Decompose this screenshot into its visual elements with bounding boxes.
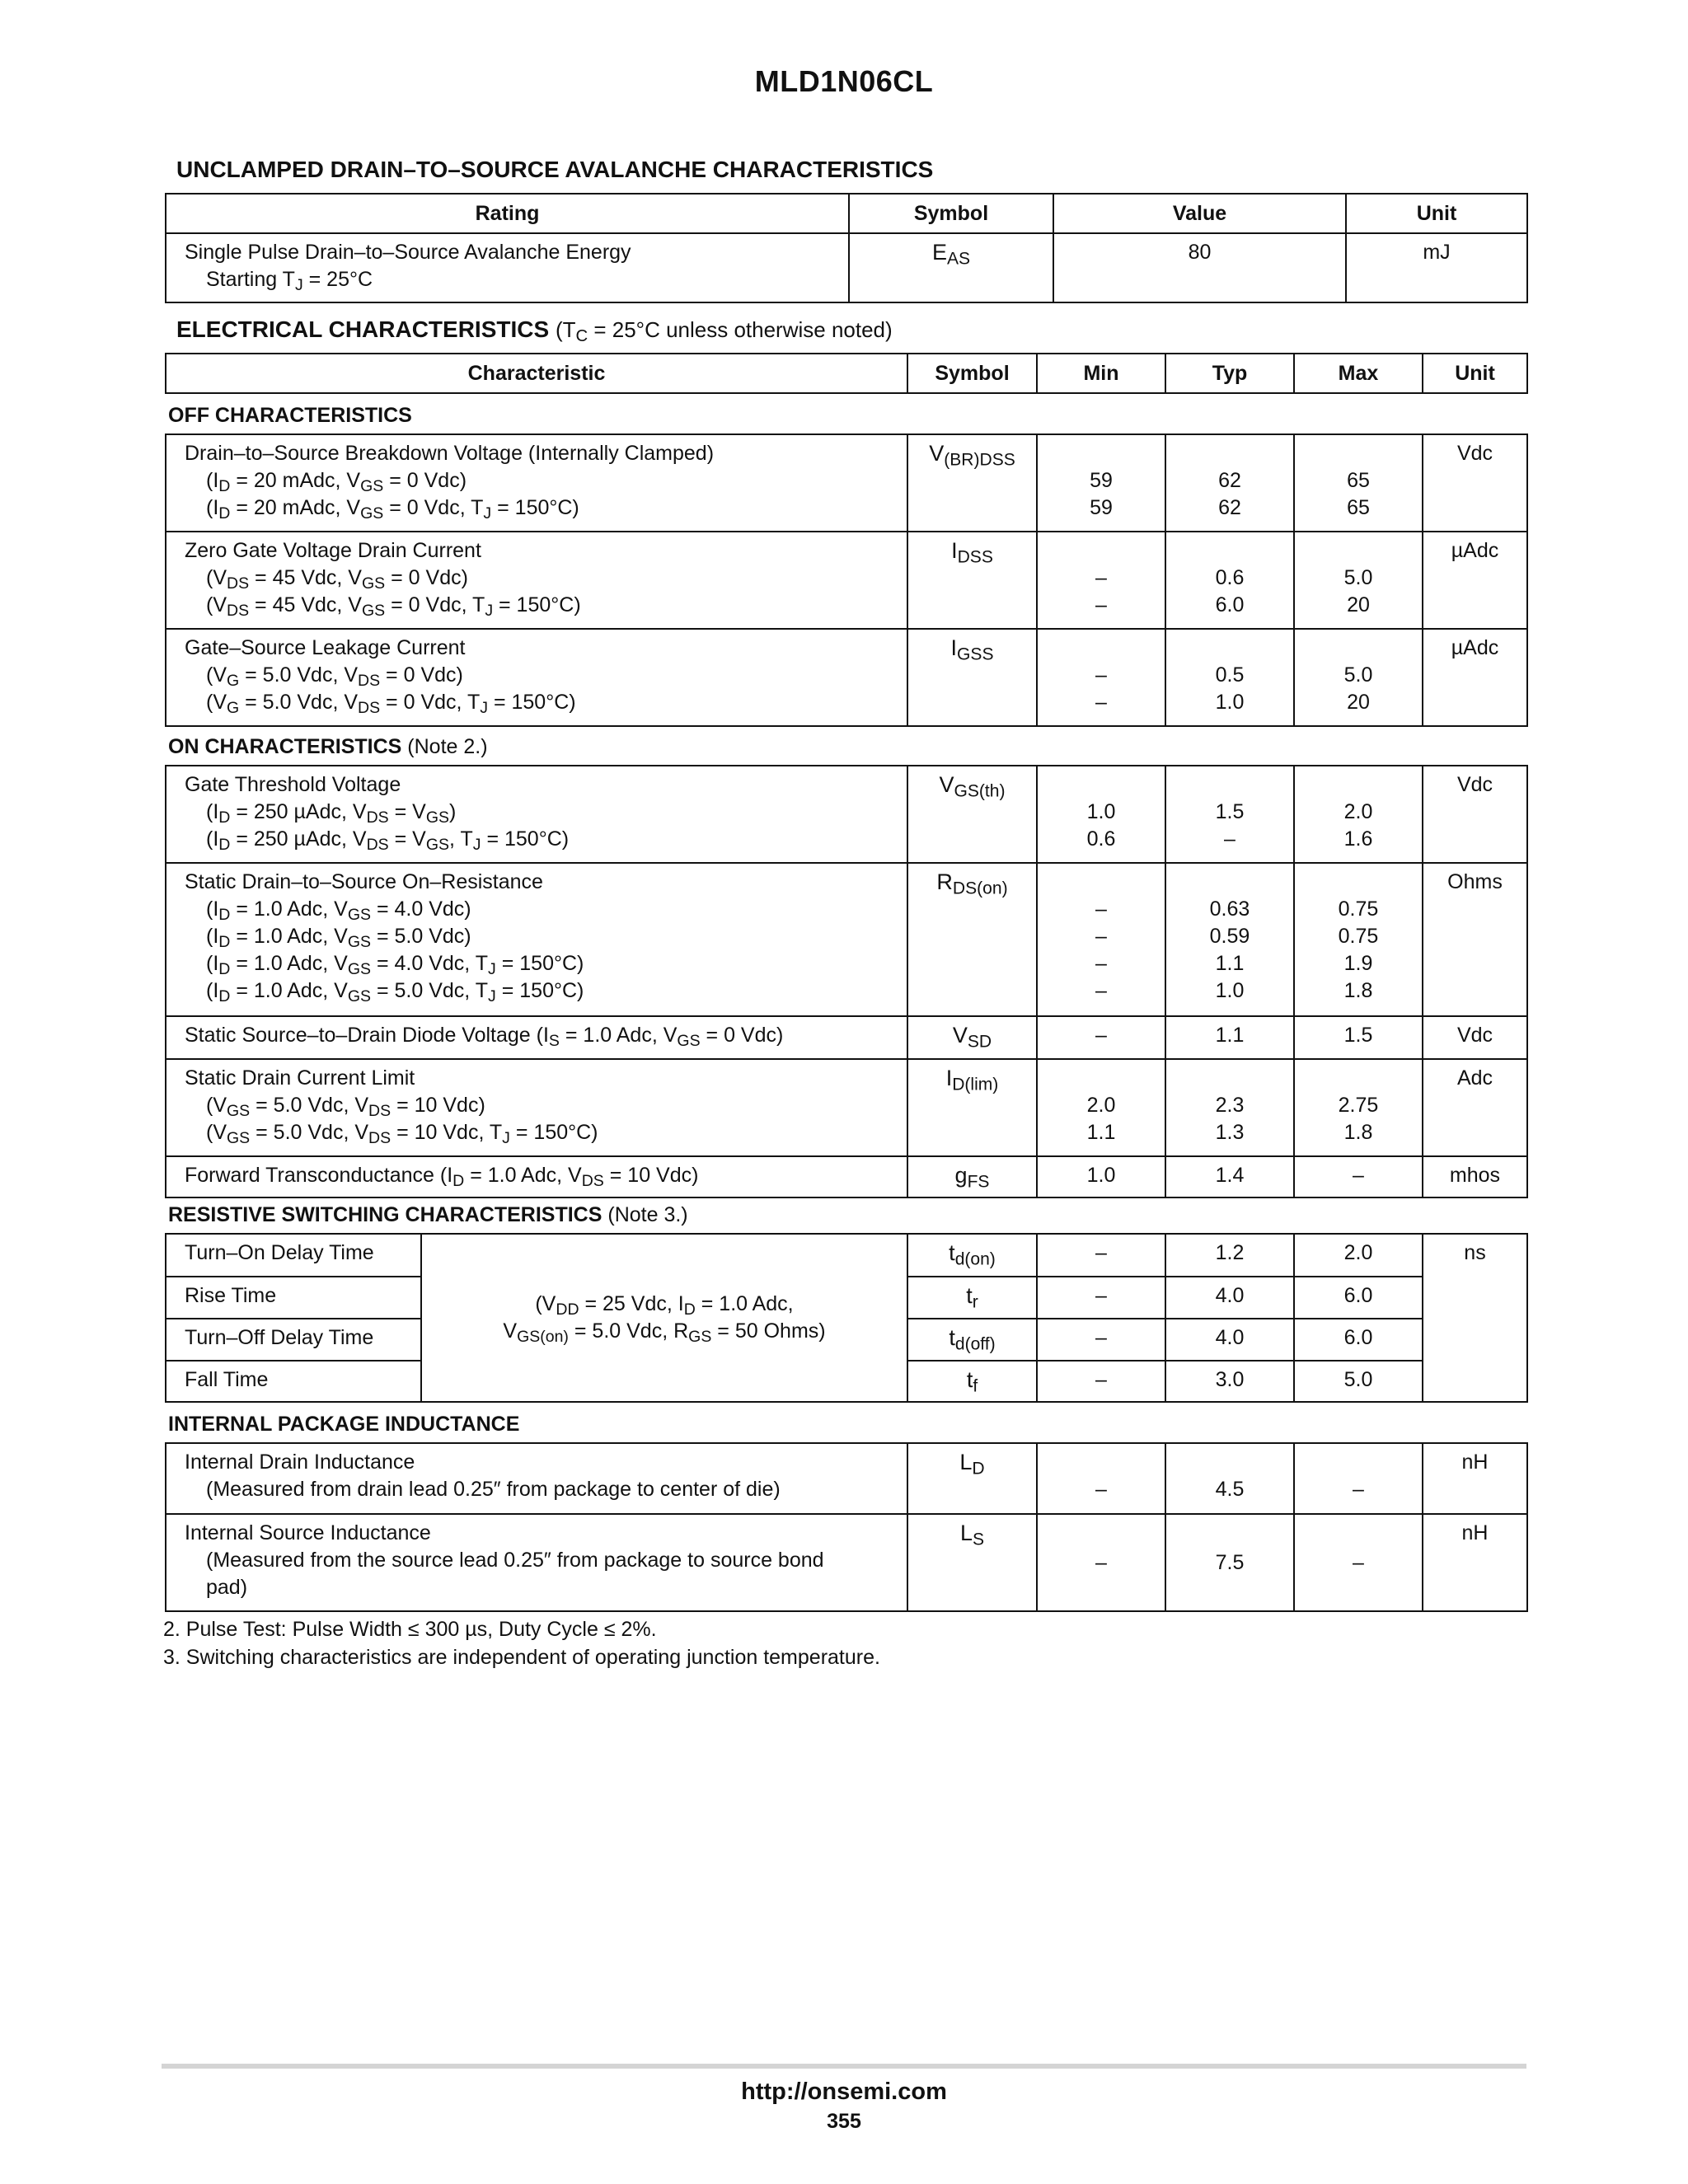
test-condition: ($V_{GS} = 5.0$ Vdc, $V_{DS} = 10$ Vdc, $T_J = 150^\circ C$) bbox=[206, 1121, 598, 1147]
characteristic-cell bbox=[166, 629, 907, 726]
min-cell: – bbox=[1037, 1443, 1165, 1514]
typ-cell: 62 62 bbox=[1165, 434, 1294, 532]
characteristic-name: Zero Gate Voltage Drain Current bbox=[185, 539, 481, 562]
table-row bbox=[166, 532, 1527, 629]
test-condition: ($V_G = 5.0$ Vdc, $V_{DS} = 0$ Vdc, $T_J = 150^\circ C$) bbox=[206, 691, 576, 717]
max-cell: 6.0 bbox=[1294, 1319, 1423, 1361]
test-condition: (Measured from the source lead 0.25″ from package to source bond bbox=[206, 1549, 824, 1572]
min-cell: – bbox=[1037, 1319, 1165, 1361]
table-row bbox=[166, 434, 1527, 532]
min-cell: – – bbox=[1037, 532, 1165, 629]
unit-cell: Vdc bbox=[1423, 766, 1527, 863]
typ-cell: 7.5 bbox=[1165, 1514, 1294, 1611]
unit-cell: mhos bbox=[1423, 1156, 1527, 1197]
characteristic-name: Static Drain Current Limit bbox=[185, 1066, 415, 1090]
symbol-cell: $t_r$ bbox=[907, 1277, 1037, 1319]
characteristic-cell: Forward Transconductance ($I_D = 1.0$ Adc, $V_{DS} = 10$ Vdc) bbox=[166, 1156, 907, 1197]
inductance-table bbox=[165, 1442, 1528, 1612]
electrical-header-table bbox=[165, 353, 1528, 394]
symbol-cell: $g_{FS}$ bbox=[907, 1156, 1037, 1197]
table-row bbox=[166, 1234, 1527, 1277]
inductance-heading: INTERNAL PACKAGE INDUCTANCE bbox=[168, 1413, 520, 1436]
characteristic-cell bbox=[166, 434, 907, 532]
max-cell: 5.0 20 bbox=[1294, 629, 1423, 726]
characteristic-cell bbox=[166, 532, 907, 629]
typ-cell: 0.5 1.0 bbox=[1165, 629, 1294, 726]
characteristic-name: Fall Time bbox=[166, 1361, 421, 1402]
symbol-cell: $L_S$ bbox=[907, 1514, 1037, 1611]
characteristic-name: Gate Threshold Voltage bbox=[185, 773, 401, 796]
unit-cell: µAdc bbox=[1423, 629, 1527, 726]
min-cell: – bbox=[1037, 1277, 1165, 1319]
max-cell: 0.75 0.75 1.9 1.8 bbox=[1294, 863, 1423, 1016]
symbol-cell: $E_{AS}$ bbox=[849, 233, 1053, 302]
column-header-typ: Typ bbox=[1165, 354, 1294, 393]
min-cell: 1.0 bbox=[1037, 1156, 1165, 1197]
characteristic-cell bbox=[166, 1514, 907, 1611]
symbol-cell: $I_{D(lim)}$ bbox=[907, 1059, 1037, 1156]
test-condition: ($I_D = 1.0$ Adc, $V_{GS} = 5.0$ Vdc) bbox=[206, 925, 471, 951]
column-header-max: Max bbox=[1294, 354, 1423, 393]
max-cell: 65 65 bbox=[1294, 434, 1423, 532]
rating-name: Single Pulse Drain–to–Source Avalanche Energy bbox=[185, 241, 631, 264]
table-row bbox=[166, 1059, 1527, 1156]
unit-cell: nH bbox=[1423, 1443, 1527, 1514]
max-cell: 5.0 bbox=[1294, 1361, 1423, 1402]
off-characteristics-heading: OFF CHARACTERISTICS bbox=[168, 404, 412, 427]
column-header-value: Value bbox=[1053, 194, 1346, 233]
rating-condition: Starting $T_J = 25^\circ C$ bbox=[206, 268, 373, 294]
typ-cell: 4.0 bbox=[1165, 1277, 1294, 1319]
footnote-2: 2. Pulse Test: Pulse Width ≤ 300 µs, Duty Cycle ≤ 2%. bbox=[163, 1618, 657, 1641]
max-cell: 6.0 bbox=[1294, 1277, 1423, 1319]
test-condition: ($V_{DS} = 45$ Vdc, $V_{GS} = 0$ Vdc) bbox=[206, 566, 468, 593]
max-cell: – bbox=[1294, 1156, 1423, 1197]
unit-cell: Adc bbox=[1423, 1059, 1527, 1156]
test-condition: ($I_D = 250$ µAdc, $V_{DS} = V_{GS}$) bbox=[206, 800, 457, 827]
symbol-cell: $V_{SD}$ bbox=[907, 1016, 1037, 1059]
test-condition: ($I_D = 250$ µAdc, $V_{DS} = V_{GS}$, $T_J = 150^\circ C$) bbox=[206, 827, 570, 854]
avalanche-table bbox=[165, 193, 1528, 303]
max-cell: – bbox=[1294, 1514, 1423, 1611]
table-row bbox=[166, 233, 1527, 302]
min-cell: – bbox=[1037, 1514, 1165, 1611]
characteristic-name: Internal Drain Inductance bbox=[185, 1451, 415, 1474]
unit-cell: Vdc bbox=[1423, 1016, 1527, 1059]
characteristic-name: Turn–On Delay Time bbox=[166, 1234, 421, 1277]
table-row bbox=[166, 1016, 1527, 1059]
typ-cell: 4.5 bbox=[1165, 1443, 1294, 1514]
table-row bbox=[166, 766, 1527, 863]
min-cell: 59 59 bbox=[1037, 434, 1165, 532]
page-number: 355 bbox=[827, 2110, 861, 2133]
switching-characteristics-heading: RESISTIVE SWITCHING CHARACTERISTICS (Note 3.) bbox=[168, 1203, 688, 1226]
test-condition: ($I_D = 1.0$ Adc, $V_{GS} = 5.0$ Vdc, $T_J = 150^\circ C$) bbox=[206, 979, 584, 1005]
typ-cell: 1.1 bbox=[1165, 1016, 1294, 1059]
test-condition: ($I_D = 20$ mAdc, $V_{GS} = 0$ Vdc, $T_J = 150^\circ C$) bbox=[206, 496, 579, 523]
max-cell: 5.0 20 bbox=[1294, 532, 1423, 629]
max-cell: 2.0 1.6 bbox=[1294, 766, 1423, 863]
avalanche-section-title: UNCLAMPED DRAIN–TO–SOURCE AVALANCHE CHARACTERISTICS bbox=[176, 157, 934, 182]
table-header-row bbox=[166, 354, 1527, 393]
typ-cell: 4.0 bbox=[1165, 1319, 1294, 1361]
characteristic-cell bbox=[166, 766, 907, 863]
on-characteristics-heading: ON CHARACTERISTICS (Note 2.) bbox=[168, 735, 488, 758]
off-characteristics-table bbox=[165, 434, 1528, 727]
typ-cell: 2.3 1.3 bbox=[1165, 1059, 1294, 1156]
symbol-cell: $L_D$ bbox=[907, 1443, 1037, 1514]
table-row bbox=[166, 1514, 1527, 1611]
electrical-condition: ($T_C = 25^\circ C$ unless otherwise noted) bbox=[555, 317, 893, 346]
min-cell: – – – – bbox=[1037, 863, 1165, 1016]
symbol-cell: $R_{DS(on)}$ bbox=[907, 863, 1037, 1016]
max-cell: – bbox=[1294, 1443, 1423, 1514]
characteristic-cell bbox=[166, 1443, 907, 1514]
table-header-row bbox=[166, 194, 1527, 233]
min-cell: – – bbox=[1037, 629, 1165, 726]
typ-cell: 1.5 – bbox=[1165, 766, 1294, 863]
unit-cell: Ohms bbox=[1423, 863, 1527, 1016]
footnotes bbox=[163, 1615, 880, 1671]
column-header-rating: Rating bbox=[166, 194, 849, 233]
characteristic-name: Internal Source Inductance bbox=[185, 1521, 431, 1544]
max-cell: 2.75 1.8 bbox=[1294, 1059, 1423, 1156]
symbol-cell: $I_{DSS}$ bbox=[907, 532, 1037, 629]
unit-cell: Vdc bbox=[1423, 434, 1527, 532]
characteristic-cell bbox=[166, 863, 907, 1016]
min-cell: – bbox=[1037, 1016, 1165, 1059]
footer-url-link[interactable]: http://onsemi.com bbox=[741, 2079, 947, 2105]
test-condition: ($I_D = 1.0$ Adc, $V_{GS} = 4.0$ Vdc, $T_J = 150^\circ C$) bbox=[206, 952, 584, 978]
min-cell: – bbox=[1037, 1234, 1165, 1277]
value-cell: 80 bbox=[1053, 233, 1346, 302]
symbol-cell: $V_{(BR)DSS}$ bbox=[907, 434, 1037, 532]
characteristic-name: Static Drain–to–Source On–Resistance bbox=[185, 870, 543, 893]
test-condition-cell: ($V_{DD} = 25$ Vdc, $I_D = 1.0$ Adc, $V_{GS(on)} = 5.0$ Vdc, $R_{GS} = 50$ Ohms) bbox=[421, 1234, 907, 1402]
typ-cell: 1.4 bbox=[1165, 1156, 1294, 1197]
electrical-section-title: ELECTRICAL CHARACTERISTICS ($T_C = 25^\circ C$ unless otherwise noted) bbox=[176, 316, 893, 346]
switching-characteristics-table bbox=[165, 1233, 1528, 1403]
footer-divider bbox=[162, 2064, 1526, 2069]
typ-cell: 1.2 bbox=[1165, 1234, 1294, 1277]
table-row bbox=[166, 1443, 1527, 1514]
test-condition: pad) bbox=[206, 1576, 248, 1599]
unit-cell: nH bbox=[1423, 1514, 1527, 1611]
min-cell: 2.0 1.1 bbox=[1037, 1059, 1165, 1156]
characteristic-name: Drain–to–Source Breakdown Voltage (Internally Clamped) bbox=[185, 442, 715, 465]
table-row bbox=[166, 1156, 1527, 1197]
characteristic-name: Turn–Off Delay Time bbox=[166, 1319, 421, 1361]
typ-cell: 3.0 bbox=[1165, 1361, 1294, 1402]
symbol-cell: $t_f$ bbox=[907, 1361, 1037, 1402]
column-header-unit: Unit bbox=[1423, 354, 1527, 393]
unit-cell: mJ bbox=[1346, 233, 1527, 302]
column-header-symbol: Symbol bbox=[849, 194, 1053, 233]
characteristic-name: Gate–Source Leakage Current bbox=[185, 636, 466, 659]
document-title: MLD1N06CL bbox=[754, 64, 934, 98]
column-header-min: Min bbox=[1037, 354, 1165, 393]
characteristic-cell bbox=[166, 1059, 907, 1156]
test-condition: ($V_{GS} = 5.0$ Vdc, $V_{DS} = 10$ Vdc) bbox=[206, 1094, 485, 1120]
table-row bbox=[166, 863, 1527, 1016]
symbol-cell: $V_{GS(th)}$ bbox=[907, 766, 1037, 863]
symbol-cell: $t_{d(on)}$ bbox=[907, 1234, 1037, 1277]
unit-cell: ns bbox=[1423, 1234, 1527, 1402]
test-condition: ($I_D = 1.0$ Adc, $V_{GS} = 4.0$ Vdc) bbox=[206, 898, 471, 924]
typ-cell: 0.63 0.59 1.1 1.0 bbox=[1165, 863, 1294, 1016]
typ-cell: 0.6 6.0 bbox=[1165, 532, 1294, 629]
test-condition: ($V_{DS} = 45$ Vdc, $V_{GS} = 0$ Vdc, $T_J = 150^\circ C$) bbox=[206, 593, 581, 620]
footnote-3: 3. Switching characteristics are independent of operating junction temperature. bbox=[163, 1646, 880, 1669]
test-condition: ($I_D = 20$ mAdc, $V_{GS} = 0$ Vdc) bbox=[206, 469, 467, 495]
rating-cell bbox=[166, 233, 849, 302]
min-cell: – bbox=[1037, 1361, 1165, 1402]
column-header-symbol: Symbol bbox=[907, 354, 1037, 393]
test-condition: (Measured from drain lead 0.25″ from package to center of die) bbox=[206, 1478, 781, 1501]
min-cell: 1.0 0.6 bbox=[1037, 766, 1165, 863]
column-header-characteristic: Characteristic bbox=[166, 354, 907, 393]
test-condition: ($V_G = 5.0$ Vdc, $V_{DS} = 0$ Vdc) bbox=[206, 663, 463, 690]
max-cell: 1.5 bbox=[1294, 1016, 1423, 1059]
on-characteristics-table bbox=[165, 765, 1528, 1198]
symbol-cell: $t_{d(off)}$ bbox=[907, 1319, 1037, 1361]
unit-cell: µAdc bbox=[1423, 532, 1527, 629]
max-cell: 2.0 bbox=[1294, 1234, 1423, 1277]
characteristic-cell: Static Source–to–Drain Diode Voltage ($I_S = 1.0$ Adc, $V_{GS} = 0$ Vdc) bbox=[166, 1016, 907, 1059]
column-header-unit: Unit bbox=[1346, 194, 1527, 233]
characteristic-name: Rise Time bbox=[166, 1277, 421, 1319]
symbol-cell: $I_{GSS}$ bbox=[907, 629, 1037, 726]
table-row bbox=[166, 629, 1527, 726]
